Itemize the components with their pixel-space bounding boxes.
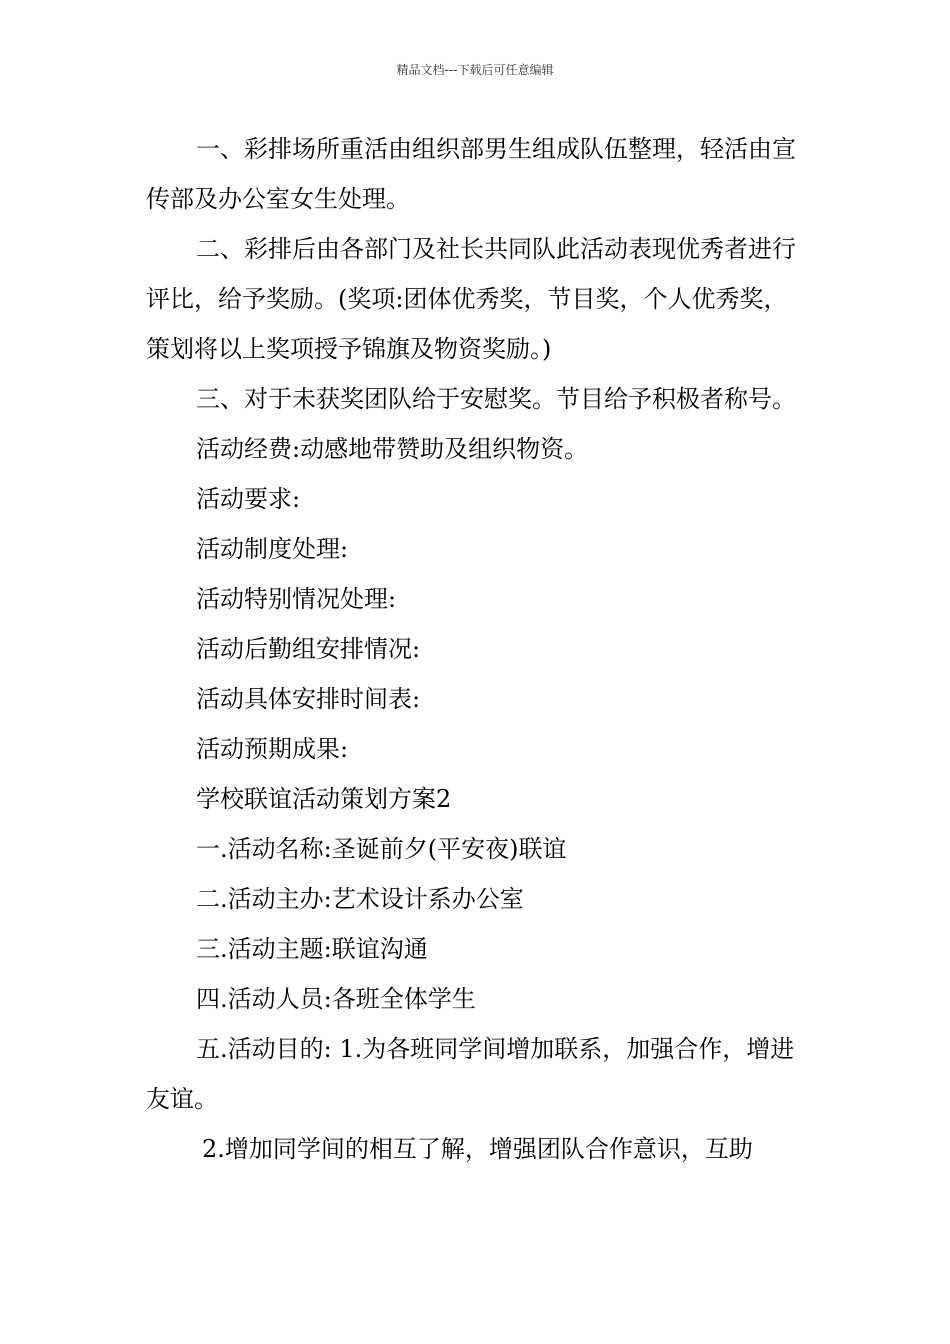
document-body bbox=[146, 124, 808, 1174]
paragraph: 活动经费:动感地带赞助及组织物资。 bbox=[196, 435, 589, 463]
paragraph: 活动制度处理: bbox=[196, 535, 349, 563]
paragraph: 三、对于未获奖团队给于安慰奖。节目给予积极者称号。 bbox=[196, 385, 796, 413]
section-title: 学校联谊活动策划方案2 bbox=[196, 785, 452, 813]
paragraph: 2.增加同学间的相互了解，增强团队合作意识，互助 bbox=[202, 1135, 753, 1163]
paragraph: 二、彩排后由各部门及社长共同队此活动表现优秀者进行评比，给予奖励。(奖项:团体优秀奖，节目奖，个人优秀奖，策划将以上奖项授予锦旗及物资奖励。) bbox=[146, 235, 796, 363]
paragraph: 一.活动名称:圣诞前夕(平安夜)联谊 bbox=[196, 835, 567, 863]
paragraph: 五.活动目的: 1.为各班同学间增加联系，加强合作，增进友谊。 bbox=[146, 1035, 795, 1113]
paragraph: 活动预期成果: bbox=[196, 735, 349, 763]
paragraph: 三.活动主题:联谊沟通 bbox=[196, 935, 428, 963]
paragraph: 活动具体安排时间表: bbox=[196, 685, 421, 713]
paragraph: 活动后勤组安排情况: bbox=[196, 635, 421, 663]
paragraph: 四.活动人员:各班全体学生 bbox=[196, 985, 476, 1013]
paragraph: 二.活动主办:艺术设计系办公室 bbox=[196, 885, 524, 913]
paragraph: 活动要求: bbox=[196, 485, 301, 513]
page-header: 精品文档---下载后可任意编辑 bbox=[396, 63, 554, 77]
paragraph: 活动特别情况处理: bbox=[196, 585, 397, 613]
paragraph: 一、彩排场所重活由组织部男生组成队伍整理，轻活由宣传部及办公室女生处理。 bbox=[146, 135, 796, 213]
